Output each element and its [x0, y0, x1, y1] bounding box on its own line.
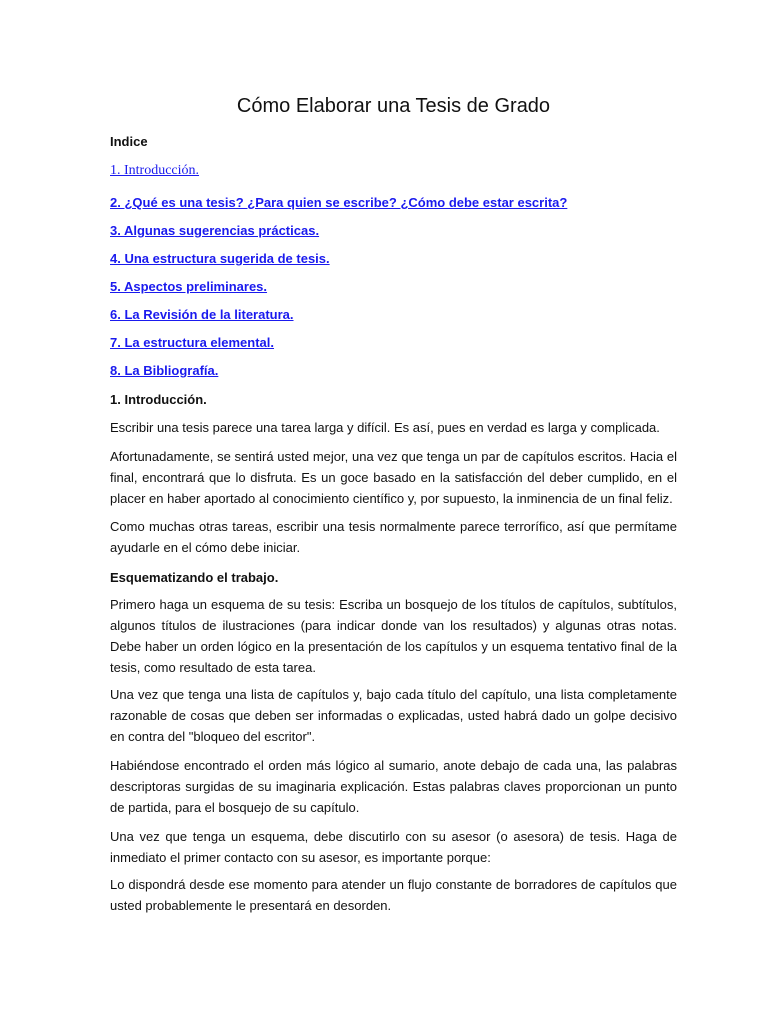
toc-link-bibliografia[interactable]: 8. La Bibliografía. [110, 363, 219, 378]
subsection-heading-esquematizando: Esquematizando el trabajo. [110, 570, 279, 585]
toc-link-estructura-elemental[interactable]: 7. La estructura elemental. [110, 335, 275, 350]
toc-link-aspectos-preliminares[interactable]: 5. Aspectos preliminares. [110, 279, 268, 294]
paragraph: Una vez que tenga un esquema, debe discutirlo con su asesor (o asesora) de tesis. Haga de inmediato el primer contacto con su asesor, es importante porque: [110, 829, 677, 865]
index-heading: Indice [110, 134, 148, 149]
section-heading-introduccion: 1. Introducción. [110, 392, 207, 407]
paragraph: Una vez que tenga una lista de capítulos y, bajo cada título del capítulo, una lista completamente razonable de cosas que deben ser informadas o explicadas, usted habrá dado un golpe decisivo en contra del "bloqueo del escritor". [110, 687, 677, 744]
paragraph: Como muchas otras tareas, escribir una tesis normalmente parece terrorífico, así que permítame ayudarle en el cómo debe iniciar. [110, 519, 677, 555]
paragraph: Habiéndose encontrado el orden más lógico al sumario, anote debajo de cada una, las palabras descriptoras surgidas de su imaginaria explicación. Estas palabras claves proporcionan un punto de partida, para el bosquejo de su capítulo. [110, 758, 677, 815]
toc-link-que-es-una-tesis[interactable]: 2. ¿Qué es una tesis? ¿Para quien se escribe? ¿Cómo debe estar escrita? [110, 195, 568, 210]
paragraph: Lo dispondrá desde ese momento para atender un flujo constante de borradores de capítulos que usted probablemente le presentará en desorden. [110, 877, 677, 913]
paragraph: Primero haga un esquema de su tesis: Escriba un bosquejo de los títulos de capítulos, subtítulos, algunos títulos de ilustraciones (para indicar donde van los resultados) y algunas otras notas. Debe haber un orden lógico en la presentación de los capítulos y un esquema tentativo final de la tesis, como resultado de esta tarea. [110, 597, 677, 675]
toc-link-introduccion[interactable]: 1. Introducción. [110, 163, 200, 178]
toc-link-estructura-sugerida[interactable]: 4. Una estructura sugerida de tesis. [110, 251, 330, 266]
paragraph: Escribir una tesis parece una tarea larga y difícil. Es así, pues en verdad es larga y complicada. [110, 420, 660, 435]
paragraph: Afortunadamente, se sentirá usted mejor, una vez que tenga un par de capítulos escritos. Hacia el final, encontrará que lo disfruta. Es un goce basado en la satisfacción del deber cumplido, en el placer en haber aportado al conocimiento científico y, por supuesto, la inminencia de un final feliz. [110, 449, 677, 506]
document-title: Cómo Elaborar una Tesis de Grado [236, 95, 551, 117]
toc-link-revision-literatura[interactable]: 6. La Revisión de la literatura. [110, 307, 294, 322]
toc-link-sugerencias-practicas[interactable]: 3. Algunas sugerencias prácticas. [110, 223, 320, 238]
